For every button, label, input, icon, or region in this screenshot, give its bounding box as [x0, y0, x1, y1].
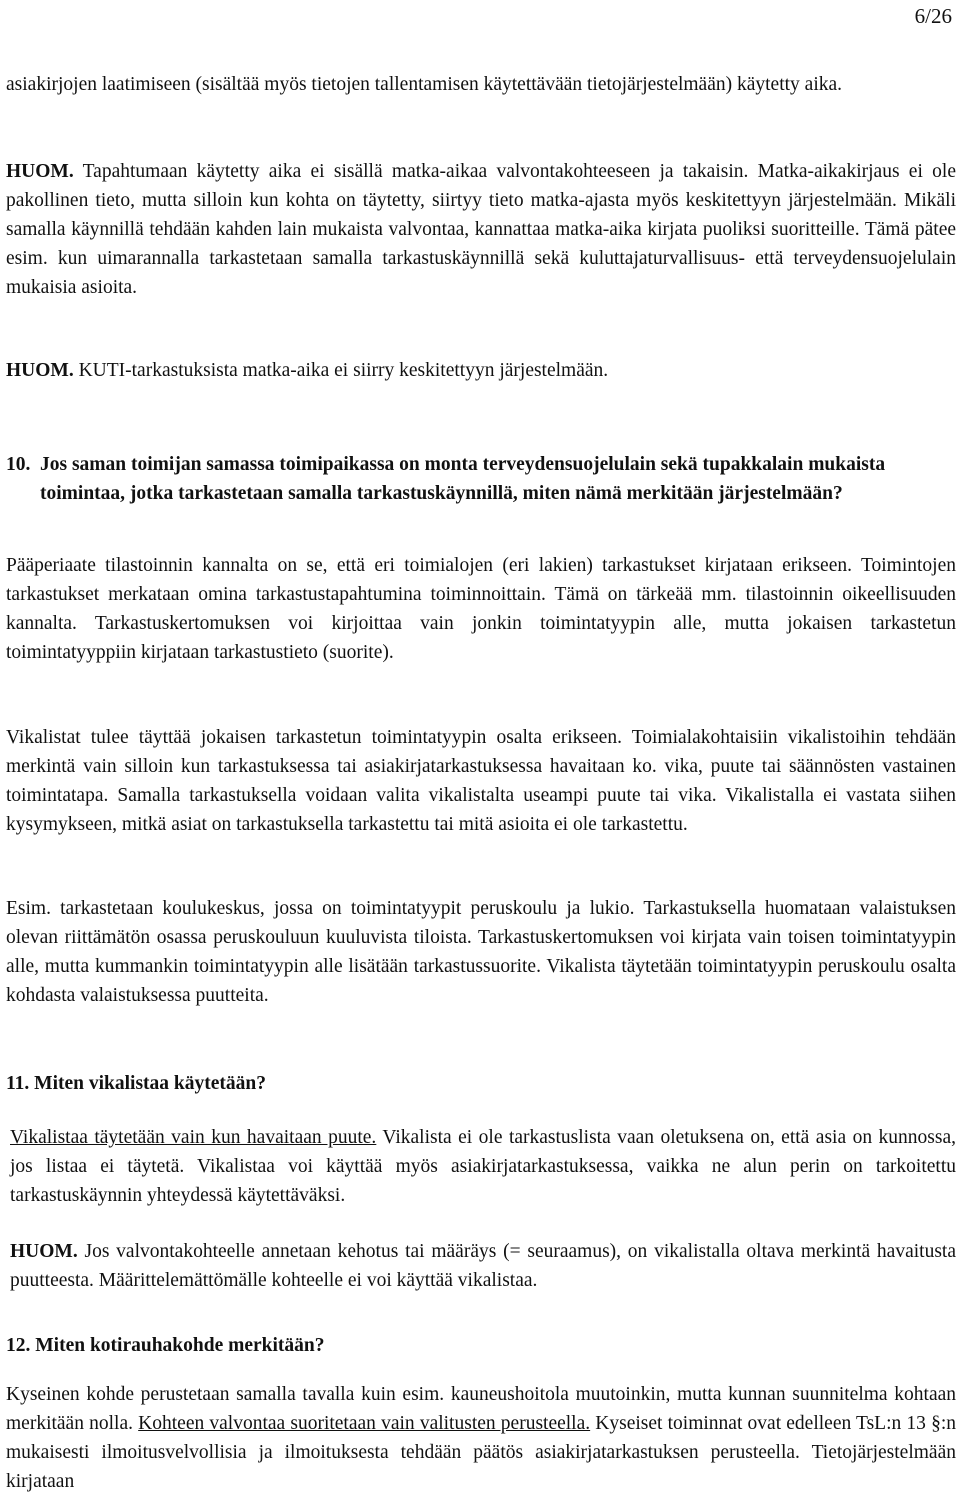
question-10-text: Jos saman toimijan samassa toimipaikassa on monta terveydensuojelulain sekä tupakkalain mukaista toimintaa, jotka tarkastetaan samalla tarkastuskäynnillä, miten nämä merkitään järjestelmään? — [40, 454, 886, 504]
note-penalty — [10, 1237, 956, 1295]
note-text: Jos valvontakohteelle annetaan kehotus tai määräys (= seuraamus), on vikalistalla oltava merkintä havaitusta puutteesta. Määrittelemättömälle kohteelle ei voi käyttää vikalistaa. — [10, 1241, 956, 1291]
answer-12-text-2: Kyseiset toiminnat ovat edelleen TsL:n 13 §:n mukaisesti ilmoitusvelvollisia ja ilmoituksesta tehdään päätös asiakirjatarkastuksen perusteella. Tietojärjestelmään kirjataan — [6, 1413, 957, 1492]
note-text: KUTI-tarkastuksista matka-aika ei siirry keskitettyyn järjestelmään. — [73, 360, 609, 381]
note-text: Tapahtumaan käytetty aika ei sisällä matka-aikaa valvontakohteeseen ja takaisin. Matka-aikakirjaus ei ole pakollinen tieto, mutta silloin kun kohta on täytetty, siirtyy tieto matka-ajasta myös keskitettyyn järjestelmään. Mikäli samalla käynnillä tehdään kahden lain mukaista valvontaa, kannattaa matka-aika kirjata puoliksi suoritteille. Tämä pätee esim. kun uimarannalla tarkastetaan samalla tarkastuskäynnillä sekä kuluttajaturvallisuus- että terveydensuojelulain mukaisia asioita. — [6, 161, 956, 298]
underlined-text: Kohteen valvontaa suoritetaan vain valitusten perusteella. — [138, 1413, 591, 1434]
answer-11-paragraph — [10, 1123, 956, 1210]
note-kuti — [6, 356, 956, 385]
answer-10-paragraph-1: Pääperiaate tilastoinnin kannalta on se, että eri toimialojen (eri lakien) tarkastukset kirjataan erikseen. Toimintojen tarkastukset merkataan omina tarkastustapahtumina toiminnoittain. Tämä on tärkeää mm. tilastoinnin oikeellisuuden kannalta. Tarkastuskertomuksen voi kirjoittaa vain jonkin toimintatyypin alle, mutta jokaisen tarkastetun toimintatyyppiin kirjataan tarkastustieto (suorite). — [6, 555, 956, 663]
question-10-number: 10. — [6, 454, 31, 475]
intro-paragraph: asiakirjojen laatimiseen (sisältää myös tietojen tallentamisen käytettävään tietojärjestelmään) käytetty aika. — [6, 74, 843, 95]
question-12-heading: 12. Miten kotirauhakohde merkitään? — [6, 1335, 325, 1356]
answer-10-paragraph-3: Esim. tarkastetaan koulukeskus, jossa on toimintatyypit peruskoulu ja lukio. Tarkastuksella huomataan valaistuksen olevan riittämätön osassa peruskouluun kuuluvista tiloista. Tarkastuskertomuksen voi kirjata vain toisen toimintatyypin alle, mutta kummankin toimintatyypin alle lisätään tarkastussuorite. Vikalista täytetään toimintatyypin peruskoulu osalta kohdasta valaistuksessa puutteita. — [6, 898, 956, 1006]
underlined-text: Vikalistaa täytetään vain kun havaitaan puute. — [10, 1127, 377, 1148]
note-travel-time — [6, 157, 956, 302]
answer-11-text: Vikalista ei ole tarkastuslista vaan oletuksena on, että asia on kunnossa, jos listaa ei täytetä. Vikalistaa voi käyttää myös asiakirjatarkastuksessa, vaikka ne alun perin on tarkoitettu tarkastuskäynnin yhteydessä käytettäväksi. — [10, 1127, 956, 1206]
note-label: HUOM. — [6, 360, 74, 381]
page-number: 6/26 — [914, 4, 952, 28]
answer-12-paragraph — [6, 1380, 956, 1496]
note-label: HUOM. — [10, 1241, 78, 1262]
note-label: HUOM. — [6, 161, 74, 182]
answer-12-text-1: Kyseinen kohde perustetaan samalla tavalla kuin esim. kauneushoitola muutoinkin, mutta kunnan suunnitelma kohtaan merkitään nolla. — [6, 1384, 956, 1434]
answer-10-paragraph-2: Vikalistat tulee täyttää jokaisen tarkastetun toimintatyypin osalta erikseen. Toimialakohtaisiin vikalistoihin tehdään merkintä vain silloin kun tarkastuksessa tai asiakirjatarkastuksessa havaitaan ko. vika, puute tai säännösten vastainen toimintatapa. Samalla tarkastuksella voidaan valita vikalistalta useampi puute tai vika. Vikalistalla ei vastata siihen kysymykseen, mitkä asiat on tarkastuksella tarkastettu tai mitä asioita ei ole tarkastettu. — [6, 727, 956, 835]
question-11-heading: 11. Miten vikalistaa käytetään? — [6, 1073, 267, 1094]
